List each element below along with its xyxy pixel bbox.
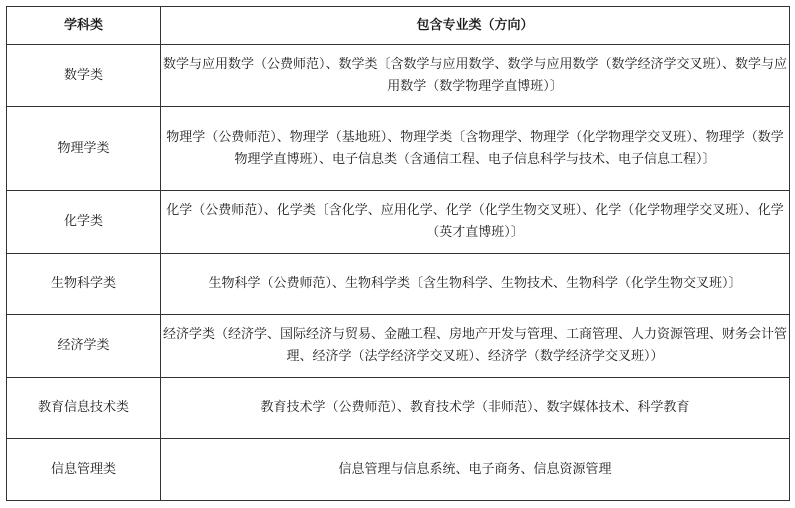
category-cell: 物理学类 <box>7 107 161 191</box>
table-row <box>7 254 790 315</box>
header-category: 学科类 <box>7 7 161 45</box>
majors-cell: 信息管理与信息系统、电子商务、信息资源管理 <box>161 439 790 501</box>
majors-cell: 数学与应用数学（公费师范）、数学类〔含数学与应用数学、数学与应用数学（数学经济学交叉班）、数学与应用数学（数学物理学直博班）〕 <box>161 45 790 107</box>
majors-cell: 物理学（公费师范）、物理学（基地班）、物理学类〔含物理学、物理学（化学物理学交叉班）、物理学（数学物理学直博班）、电子信息类（含通信工程、电子信息科学与技术、电子信息工程）〕 <box>161 107 790 191</box>
category-cell: 生物科学类 <box>7 254 161 315</box>
majors-table <box>6 6 790 501</box>
header-row <box>7 7 790 45</box>
table-container <box>6 6 790 501</box>
majors-cell: 生物科学（公费师范）、生物科学类〔含生物科学、生物技术、生物科学（化学生物交叉班）〕 <box>161 254 790 315</box>
table-row <box>7 378 790 439</box>
category-cell: 信息管理类 <box>7 439 161 501</box>
majors-cell: 经济学类（经济学、国际经济与贸易、金融工程、房地产开发与管理、工商管理、人力资源管理、财务会计管理、经济学（法学经济学交叉班）、经济学（数学经济学交叉班）） <box>161 315 790 378</box>
table-row <box>7 315 790 378</box>
category-cell: 化学类 <box>7 191 161 254</box>
category-cell: 数学类 <box>7 45 161 107</box>
category-cell: 经济学类 <box>7 315 161 378</box>
table-row <box>7 107 790 191</box>
majors-cell: 教育技术学（公费师范）、教育技术学（非师范）、数字媒体技术、科学教育 <box>161 378 790 439</box>
table-row <box>7 191 790 254</box>
majors-cell: 化学（公费师范）、化学类〔含化学、应用化学、化学（化学生物交叉班）、化学（化学物理学交叉班）、化学（英才直博班）〕 <box>161 191 790 254</box>
table-row <box>7 439 790 501</box>
table-row <box>7 45 790 107</box>
category-cell: 教育信息技术类 <box>7 378 161 439</box>
header-majors: 包含专业类（方向） <box>161 7 790 45</box>
